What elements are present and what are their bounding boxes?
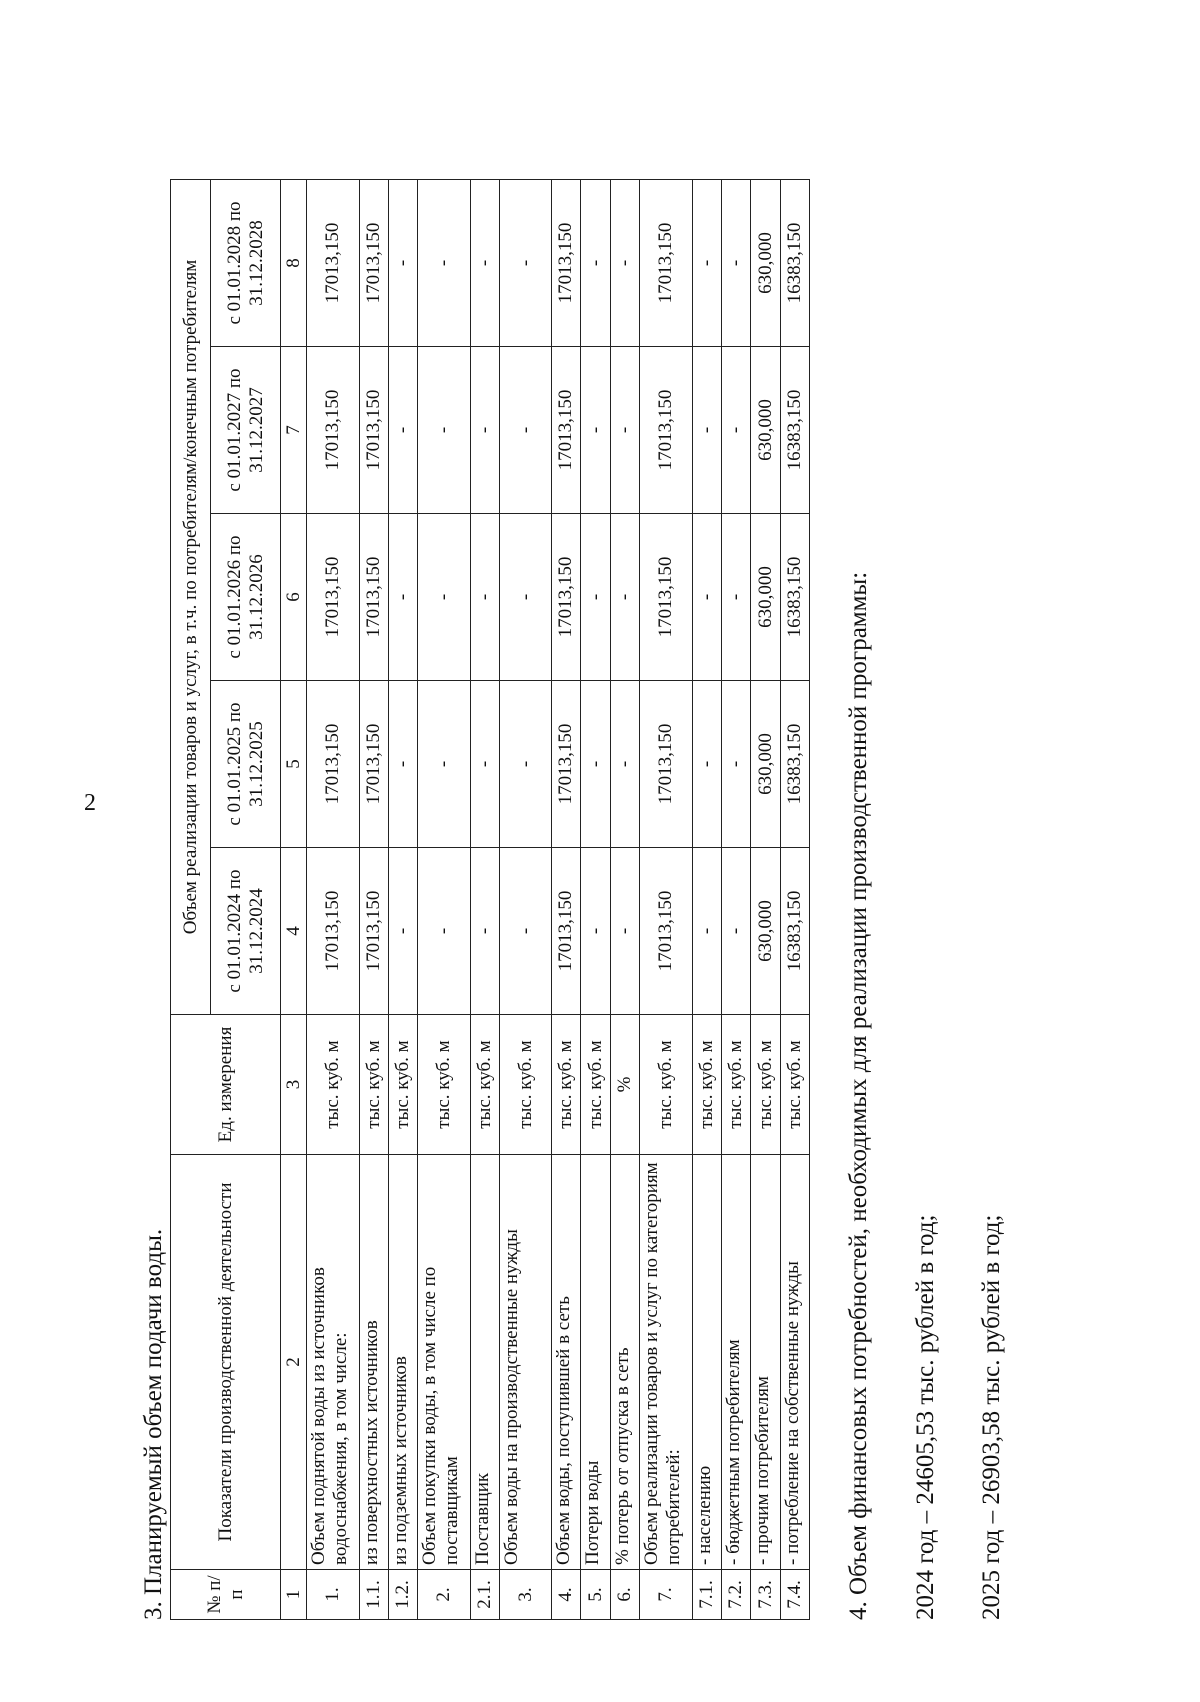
row-unit: тыс. куб. м [692, 1015, 721, 1155]
row-value: 17013,150 [307, 514, 360, 681]
row-value: 17013,150 [640, 179, 693, 346]
row-value: 17013,150 [552, 848, 581, 1015]
row-unit: % [610, 1015, 639, 1155]
row-value: - [418, 347, 471, 514]
row-indicator: Объем покупки воды, в том числе по поставщикам [418, 1155, 471, 1570]
rotated-page-content [140, 0, 1190, 1620]
column-number: 1 [281, 1570, 307, 1620]
row-value: - [721, 179, 750, 346]
row-value: - [692, 681, 721, 848]
row-number: 2. [418, 1570, 471, 1620]
row-value: - [721, 848, 750, 1015]
row-value: 16383,150 [780, 179, 809, 346]
financial-need-2025: 2025 год – 26903,58 тыс. рублей в год; [978, 1214, 1005, 1620]
table-row [751, 179, 780, 1619]
row-value: - [470, 848, 499, 1015]
row-value: 17013,150 [552, 514, 581, 681]
row-value: 17013,150 [552, 179, 581, 346]
column-number: 5 [281, 681, 307, 848]
column-number: 6 [281, 514, 307, 681]
table-row [552, 179, 581, 1619]
row-number: 1. [307, 1570, 360, 1620]
row-unit: тыс. куб. м [552, 1015, 581, 1155]
row-value: - [500, 681, 552, 848]
table-row [640, 179, 693, 1619]
row-value: 17013,150 [359, 514, 388, 681]
row-indicator: - потребление на собственные нужды [780, 1155, 809, 1570]
row-value: 17013,150 [552, 347, 581, 514]
row-number: 4. [552, 1570, 581, 1620]
row-number: 7.2. [721, 1570, 750, 1620]
table-row [307, 179, 360, 1619]
row-value: - [418, 681, 471, 848]
row-value: - [500, 514, 552, 681]
row-value: - [581, 179, 610, 346]
row-indicator: Объем воды, поступившей в сеть [552, 1155, 581, 1570]
row-value: 17013,150 [359, 848, 388, 1015]
row-value: 630,000 [751, 514, 780, 681]
table-row [721, 179, 750, 1619]
column-number: 7 [281, 347, 307, 514]
row-value: - [610, 681, 639, 848]
row-value: 17013,150 [359, 179, 388, 346]
header-indicator: Показатели производственной деятельности [171, 1155, 281, 1570]
row-value: 17013,150 [307, 681, 360, 848]
row-value: 16383,150 [780, 681, 809, 848]
row-value: - [418, 848, 471, 1015]
header-period: с 01.01.2027 по 31.12.2027 [211, 347, 281, 514]
row-unit: тыс. куб. м [751, 1015, 780, 1155]
row-value: 17013,150 [640, 848, 693, 1015]
row-value: - [418, 514, 471, 681]
row-indicator: Поставщик [470, 1155, 499, 1570]
row-value: - [581, 848, 610, 1015]
row-value: 17013,150 [552, 681, 581, 848]
column-number: 3 [281, 1015, 307, 1155]
header-period: с 01.01.2028 по 31.12.2028 [211, 179, 281, 346]
row-unit: тыс. куб. м [307, 1015, 360, 1155]
row-value: - [610, 848, 639, 1015]
row-value: 17013,150 [307, 848, 360, 1015]
table-row [780, 179, 809, 1619]
row-value: - [610, 347, 639, 514]
page-number: 2 [84, 790, 96, 816]
row-value: - [692, 514, 721, 681]
row-unit: тыс. куб. м [721, 1015, 750, 1155]
row-indicator: Объем реализации товаров и услуг по категориям потребителей: [640, 1155, 693, 1570]
row-unit: тыс. куб. м [500, 1015, 552, 1155]
row-number: 1.2. [388, 1570, 417, 1620]
table-row [581, 179, 610, 1619]
row-value: 16383,150 [780, 347, 809, 514]
row-value: - [418, 179, 471, 346]
row-unit: тыс. куб. м [418, 1015, 471, 1155]
row-value: - [500, 347, 552, 514]
row-unit: тыс. куб. м [780, 1015, 809, 1155]
header-num: № п/п [171, 1570, 281, 1620]
row-indicator: - прочим потребителям [751, 1155, 780, 1570]
row-value: - [610, 514, 639, 681]
table-row [359, 179, 388, 1619]
row-value: - [721, 681, 750, 848]
table-row [388, 179, 417, 1619]
water-supply-table [170, 179, 810, 1620]
row-number: 7.4. [780, 1570, 809, 1620]
row-value: - [500, 179, 552, 346]
header-period: с 01.01.2025 по 31.12.2025 [211, 681, 281, 848]
row-value: - [721, 514, 750, 681]
row-value: 17013,150 [640, 347, 693, 514]
row-value: - [692, 848, 721, 1015]
row-value: - [610, 179, 639, 346]
row-indicator: - населению [692, 1155, 721, 1570]
row-unit: тыс. куб. м [359, 1015, 388, 1155]
row-value: 17013,150 [307, 347, 360, 514]
row-number: 6. [610, 1570, 639, 1620]
table-row [470, 179, 499, 1619]
column-number: 4 [281, 848, 307, 1015]
row-indicator: из подземных источников [388, 1155, 417, 1570]
row-indicator: Объем воды на производственные нужды [500, 1155, 552, 1570]
row-value: - [388, 514, 417, 681]
row-value: - [388, 848, 417, 1015]
row-indicator: Потери воды [581, 1155, 610, 1570]
header-period: с 01.01.2024 по 31.12.2024 [211, 848, 281, 1015]
row-unit: тыс. куб. м [640, 1015, 693, 1155]
row-value: 630,000 [751, 179, 780, 346]
row-number: 5. [581, 1570, 610, 1620]
header-group: Объем реализации товаров и услуг, в т.ч. по потребителям/конечным потребителям [171, 179, 211, 1014]
row-value: - [581, 347, 610, 514]
row-value: 17013,150 [359, 347, 388, 514]
header-unit: Ед. измерения [171, 1015, 281, 1155]
row-number: 3. [500, 1570, 552, 1620]
column-number: 8 [281, 179, 307, 346]
financial-need-2024: 2024 год – 24605,53 тыс. рублей в год; [912, 1214, 939, 1620]
row-number: 2.1. [470, 1570, 499, 1620]
row-value: 16383,150 [780, 514, 809, 681]
row-value: - [388, 179, 417, 346]
row-value: - [581, 681, 610, 848]
row-value: 17013,150 [359, 681, 388, 848]
row-indicator: Объем поднятой воды из источников водоснабжения, в том числе: [307, 1155, 360, 1570]
row-unit: тыс. куб. м [470, 1015, 499, 1155]
row-value: - [692, 179, 721, 346]
row-value: - [721, 347, 750, 514]
row-value: - [470, 514, 499, 681]
row-value: - [470, 681, 499, 848]
row-number: 7.1. [692, 1570, 721, 1620]
row-value: 630,000 [751, 848, 780, 1015]
table-row [418, 179, 471, 1619]
row-value: - [388, 347, 417, 514]
row-number: 7.3. [751, 1570, 780, 1620]
row-indicator: из поверхностных источников [359, 1155, 388, 1570]
row-indicator: % потерь от отпуска в сеть [610, 1155, 639, 1570]
column-number: 2 [281, 1155, 307, 1570]
row-number: 1.1. [359, 1570, 388, 1620]
section4-title: 4. Объем финансовых потребностей, необходимых для реализации производственной программы: [845, 571, 872, 1620]
header-period: с 01.01.2026 по 31.12.2026 [211, 514, 281, 681]
row-value: - [581, 514, 610, 681]
table-row [500, 179, 552, 1619]
row-value: - [470, 347, 499, 514]
row-number: 7. [640, 1570, 693, 1620]
row-unit: тыс. куб. м [388, 1015, 417, 1155]
table-row [610, 179, 639, 1619]
row-value: - [470, 179, 499, 346]
row-indicator: - бюджетным потребителям [721, 1155, 750, 1570]
table-row [692, 179, 721, 1619]
row-value: 630,000 [751, 681, 780, 848]
row-value: - [500, 848, 552, 1015]
row-unit: тыс. куб. м [581, 1015, 610, 1155]
row-value: 630,000 [751, 347, 780, 514]
row-value: 17013,150 [640, 681, 693, 848]
row-value: - [692, 347, 721, 514]
row-value: 17013,150 [640, 514, 693, 681]
section3-title: 3. Планируемый объем подачи воды. [140, 1228, 167, 1620]
row-value: 17013,150 [307, 179, 360, 346]
row-value: 16383,150 [780, 848, 809, 1015]
row-value: - [388, 681, 417, 848]
